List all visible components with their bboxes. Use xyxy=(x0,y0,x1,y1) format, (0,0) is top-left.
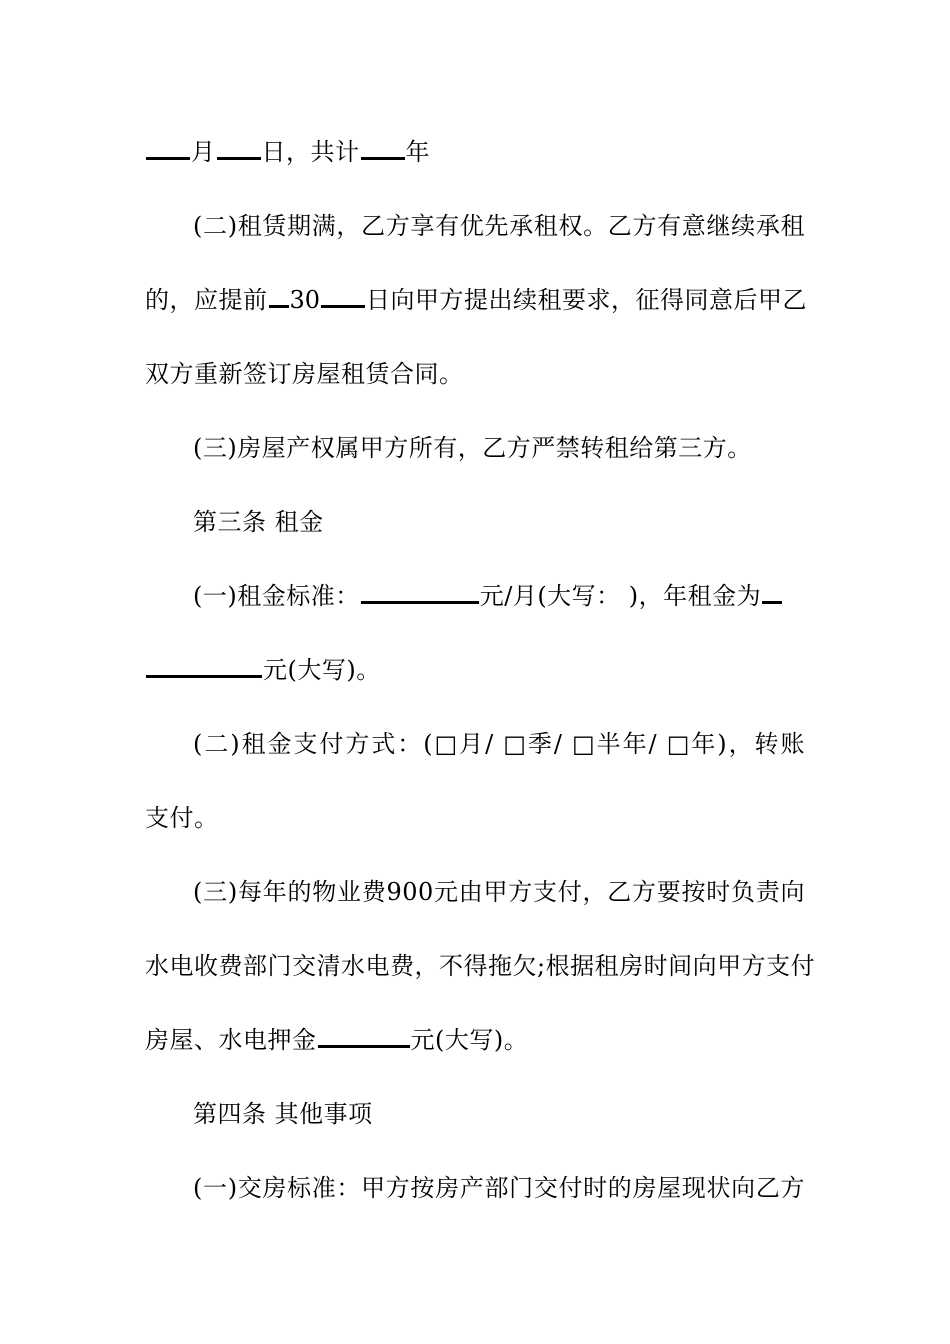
article-3-heading: 第三条 租金 xyxy=(193,508,324,536)
clause-4-1-line-1: (一)交房标准：甲方按房产部门交付时的房屋现状向乙方 xyxy=(193,1174,805,1202)
clause-3-1-line-1: (一)租金标准： 元/月(大写： )，年租金为 xyxy=(193,580,805,612)
clause-2-3: (三)房屋产权属甲方所有，乙方严禁转租给第三方。 xyxy=(193,434,752,462)
clause-3-1-line-2: 元(大写)。 xyxy=(145,654,805,686)
term-end-date-line: 月 日，共计 年 xyxy=(145,136,805,168)
clause-2-2-line-1: (二)租赁期满，乙方享有优先承租权。乙方有意继续承租 xyxy=(193,212,805,240)
clause-2-2-line-2: 的，应提前 30 日向甲方提出续租要求，征得同意后甲乙 xyxy=(145,286,808,314)
blank-deposit xyxy=(318,1041,410,1048)
blank-years xyxy=(361,153,405,160)
blank-days-after xyxy=(321,301,365,308)
clause-3-2-line-2: 支付。 xyxy=(145,804,219,832)
blank-month xyxy=(146,153,190,160)
clause-3-3-line-1: (三)每年的物业费900元由甲方支付，乙方要按时负责向 xyxy=(193,878,805,906)
article-4-heading: 第四条 其他事项 xyxy=(193,1100,373,1128)
blank-monthly-rent xyxy=(361,597,479,604)
clause-3-3-line-2: 水电收费部门交清水电费，不得拖欠;根据租房时间向甲方支付 xyxy=(145,952,816,980)
blank-annual-rent xyxy=(146,671,262,678)
blank-day xyxy=(217,153,261,160)
blank-days-before xyxy=(269,301,289,308)
clause-3-3-line-3: 房屋、水电押金 元(大写)。 xyxy=(145,1026,529,1054)
blank-annual-rent-start xyxy=(762,597,782,604)
clause-2-2-line-3: 双方重新签订房屋租赁合同。 xyxy=(145,360,464,388)
clause-3-2-line-1: (二)租金支付方式：(□月/ □季/ □半年/ □年)，转账 xyxy=(193,730,805,758)
